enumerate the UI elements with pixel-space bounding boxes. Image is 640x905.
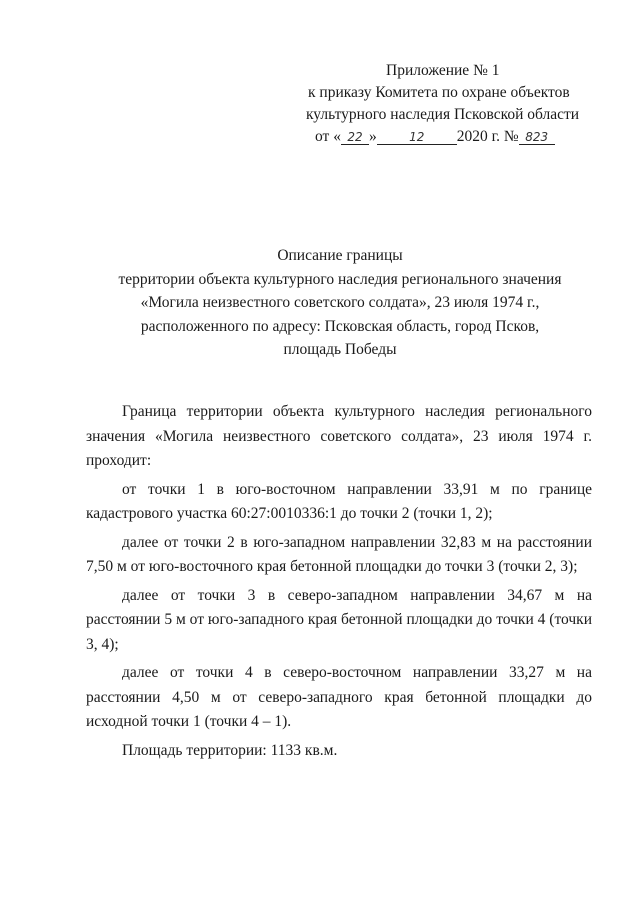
title-line-4: расположенного по адресу: Псковская область, город Псков, <box>140 317 540 335</box>
title-line-1: Описание границы <box>277 247 403 264</box>
title-line-3: «Могила неизвестного советского солдата», 23 июля 1974 г., <box>140 294 540 311</box>
appendix-header <box>300 60 600 148</box>
boundary-segment-4: далее от точки 4 в северо-восточном направлении 33,27 м на расстоянии 4,50 м от северо-западного края бетонной площадки до исходной точки 1 (точки 4 – 1). <box>86 664 592 730</box>
boundary-segment-2: далее от точки 2 в юго-западном направлении 32,83 м на расстоянии 7,50 м от юго-восточного края бетонной площадки до точки 3 (точки 2, 3); <box>86 533 592 575</box>
date-year: 2020 г. № <box>456 128 519 145</box>
territory-area: Площадь территории: 1133 кв.м. <box>122 741 338 759</box>
appendix-committee: культурного наследия Псковской области <box>306 106 580 123</box>
boundary-segment-1: от точки 1 в юго-восточном направлении 33,91 м по границе кадастрового участка 60:27:0010336:1 до точки 2 (точки 1, 2); <box>86 480 592 522</box>
boundary-segment-3: далее от точки 3 в северо-западном направлении 34,67 м на расстоянии 5 м от юго-западного края бетонной площадки до точки 4 (точки 3, 4); <box>86 586 592 653</box>
document-title <box>40 244 640 362</box>
appendix-number: Приложение № 1 <box>386 62 500 79</box>
date-prefix: от « <box>315 128 341 145</box>
handwritten-day: 22 <box>341 130 369 145</box>
date-mid: » <box>368 128 377 145</box>
title-line-5: площадь Победы <box>283 341 397 358</box>
handwritten-order-number: 823 <box>519 130 555 145</box>
appendix-date-line <box>300 126 600 148</box>
appendix-order-ref: к приказу Комитета по охране объектов <box>308 84 570 101</box>
document-body <box>86 400 592 765</box>
title-line-2: территории объекта культурного наследия регионального значения <box>118 270 562 288</box>
intro-paragraph: Граница территории объекта культурного наследия регионального значения «Могила неизвестного советского солдата», 23 июля 1974 г. проходит: <box>86 403 592 469</box>
handwritten-month: 12 <box>377 130 457 145</box>
